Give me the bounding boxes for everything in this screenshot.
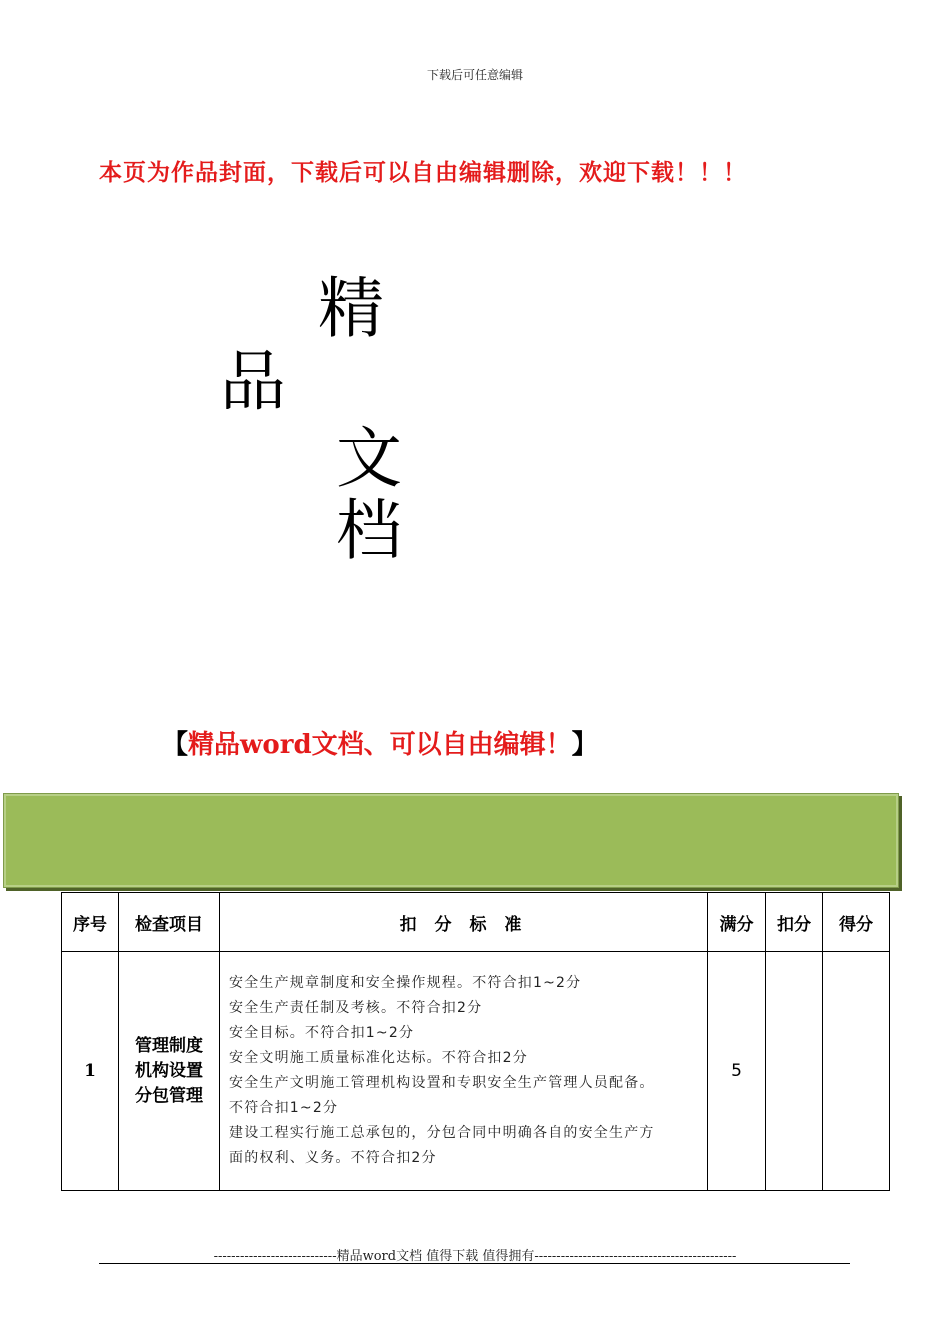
title-char-3: 文	[336, 420, 402, 497]
row-item-line: 机构设置	[135, 1060, 203, 1081]
row-item-line: 分包管理	[135, 1085, 203, 1106]
header-standard: 扣 分 标 准	[220, 893, 708, 952]
title-char-2: 品	[220, 343, 286, 420]
title-char-4: 档	[336, 492, 402, 569]
standard-line: 安全生产文明施工管理机构设置和专职安全生产管理人员配备。	[229, 1075, 655, 1091]
row-standard	[220, 952, 708, 1191]
standard-line: 面的权利、义务。不符合扣2分	[229, 1150, 437, 1166]
inspection-table	[61, 892, 890, 1191]
row-item	[119, 952, 220, 1191]
row-deduct	[766, 952, 823, 1191]
standard-line: 安全生产责任制及考核。不符合扣2分	[229, 1000, 483, 1016]
standard-line: 建设工程实行施工总承包的，分包合同中明确各自的安全生产方	[229, 1125, 655, 1141]
tagline-close-bracket: 】	[571, 730, 598, 760]
standard-line: 安全目标。不符合扣1~2分	[229, 1025, 415, 1041]
footer-text: ----------------------------精品word文档 值得下载 值得拥有----------------------------------------------	[213, 1249, 737, 1264]
green-banner	[3, 793, 899, 888]
header-deduct: 扣分	[766, 893, 823, 952]
title-char-1: 精	[318, 270, 384, 347]
row-score	[823, 952, 890, 1191]
standard-line: 安全文明施工质量标准化达标。不符合扣2分	[229, 1050, 528, 1066]
header-full: 满分	[708, 893, 766, 952]
header-num: 序号	[62, 893, 119, 952]
standard-line: 不符合扣1~2分	[229, 1100, 339, 1116]
row-full-score: 5	[708, 952, 766, 1191]
table-row	[62, 952, 890, 1191]
tagline-open-bracket: 【	[162, 730, 189, 760]
table-header-row	[62, 893, 890, 952]
tagline-text: 精品word文档、可以自由编辑！	[188, 730, 572, 760]
header-item: 检查项目	[119, 893, 220, 952]
cover-notice: 本页为作品封面，下载后可以自由编辑删除，欢迎下载！！！	[99, 160, 747, 186]
header-note: 下载后可任意编辑	[426, 68, 523, 82]
row-item-line: 管理制度	[135, 1035, 203, 1056]
row-num: 1	[62, 952, 119, 1191]
standard-line: 安全生产规章制度和安全操作规程。不符合扣1~2分	[229, 975, 582, 991]
tagline	[162, 724, 802, 761]
header-score: 得分	[823, 893, 890, 952]
footer-rule	[99, 1263, 850, 1264]
